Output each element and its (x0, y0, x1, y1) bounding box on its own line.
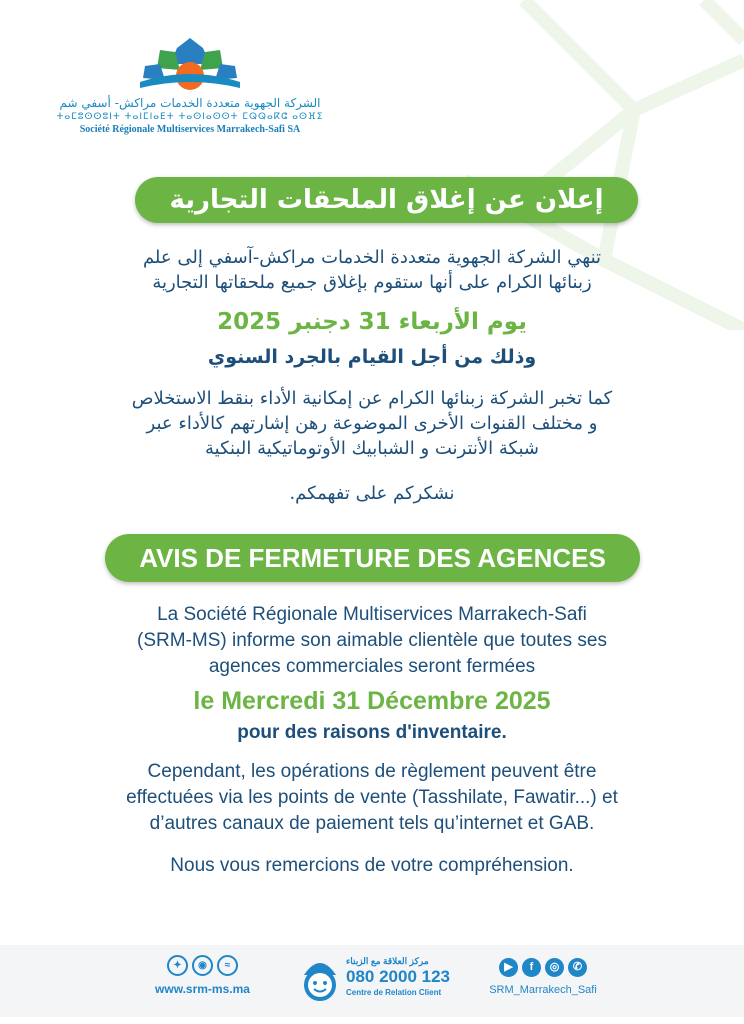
center-french: Centre de Relation Client (346, 988, 442, 997)
logo-emblem-icon (135, 36, 245, 94)
french-title-banner: AVIS DE FERMETURE DES AGENCES (105, 534, 640, 582)
center-arabic: مركز العلاقة مع الزبناء (346, 956, 429, 966)
french-payment-line-1: Cependant, les opérations de règlement peuvent être (147, 761, 597, 782)
arabic-date: يوم الأربعاء 31 دجنبر 2025 (217, 309, 527, 335)
footer (0, 945, 744, 1017)
logo-arabic: الشركة الجهوية متعددة الخدمات مراكش- أسفي شم (59, 96, 321, 110)
french-line-1: La Société Régionale Multiservices Marrakech-Safi (157, 604, 587, 625)
website-link[interactable]: www.srm-ms.ma (155, 982, 250, 996)
french-line-2: (SRM-MS) informe son aimable clientèle que toutes ses (137, 630, 607, 651)
french-payment-line-3: d’autres canaux de paiement tels qu’internet et GAB. (149, 813, 595, 834)
arabic-payment (40, 386, 704, 461)
arabic-payment-line-2: و مختلف القنوات الأخرى الموضوعة رهن إشارتهم كالأداء عبر (146, 413, 598, 434)
phone-number[interactable]: 080 2000 123 (346, 967, 450, 986)
customer-center (300, 951, 470, 1011)
french-line-3: agences commerciales seront fermées (208, 656, 536, 677)
instagram-icon[interactable]: ◎ (545, 958, 564, 977)
main-content (40, 177, 704, 878)
french-intro (40, 602, 704, 680)
french-payment-line-2: effectuées via les points de vente (Tasshilate, Fawatir...) et (126, 787, 618, 808)
arabic-title-banner: إعلان عن إغلاق الملحقات التجارية (135, 177, 638, 223)
french-thanks: Nous vous remercions de votre compréhension. (170, 855, 574, 876)
arabic-thanks: نشكركم على تفهمكم. (289, 483, 455, 504)
arabic-line-2: زبنائها الكرام على أنها ستقوم بإغلاق جميع ملحقاتها التجارية (152, 272, 592, 293)
water-icon: ◉ (192, 955, 213, 976)
whatsapp-icon[interactable]: ✆ (568, 958, 587, 977)
social-group (478, 957, 608, 997)
arabic-payment-line-1: كما تخبر الشركة زبنائها الكرام عن إمكانية الأداء بنقط الاستخلاص (131, 388, 613, 409)
services-group (140, 955, 265, 997)
electricity-icon: ✦ (167, 955, 188, 976)
sanitation-icon: ≈ (217, 955, 238, 976)
logo-tifinagh: ⵜⴰⵎⵓⵙⵙⵓⵏⵜ ⵜⴰⵏⵎⵏⴰⴹⵜ ⵜⴰⵙⵏⴰⵙⵙⵜ ⵎⵕⵕⴰⴽⵛ ⴰⵙⴼⵉ (56, 112, 324, 122)
french-reason: pour des raisons d'inventaire. (237, 722, 507, 743)
french-payment (40, 759, 704, 837)
arabic-intro (40, 245, 704, 295)
french-date: le Mercredi 31 Décembre 2025 (193, 687, 551, 715)
arabic-reason: وذلك من أجل القيام بالجرد السنوي (207, 346, 537, 368)
logo-french: Société Régionale Multiservices Marrakech-Safi SA (79, 124, 301, 135)
company-logo (45, 36, 335, 136)
arabic-payment-line-3: شبكة الأنترنت و الشبابيك الأوتوماتيكية البنكية (204, 438, 540, 459)
agent-mascot-icon (300, 955, 340, 1005)
social-handle[interactable]: SRM_Marrakech_Safi (489, 984, 597, 996)
facebook-icon[interactable]: f (522, 958, 541, 977)
arabic-line-1: تنهي الشركة الجهوية متعددة الخدمات مراكش-آسفي إلى علم (142, 247, 602, 268)
youtube-icon[interactable]: ▶ (499, 958, 518, 977)
